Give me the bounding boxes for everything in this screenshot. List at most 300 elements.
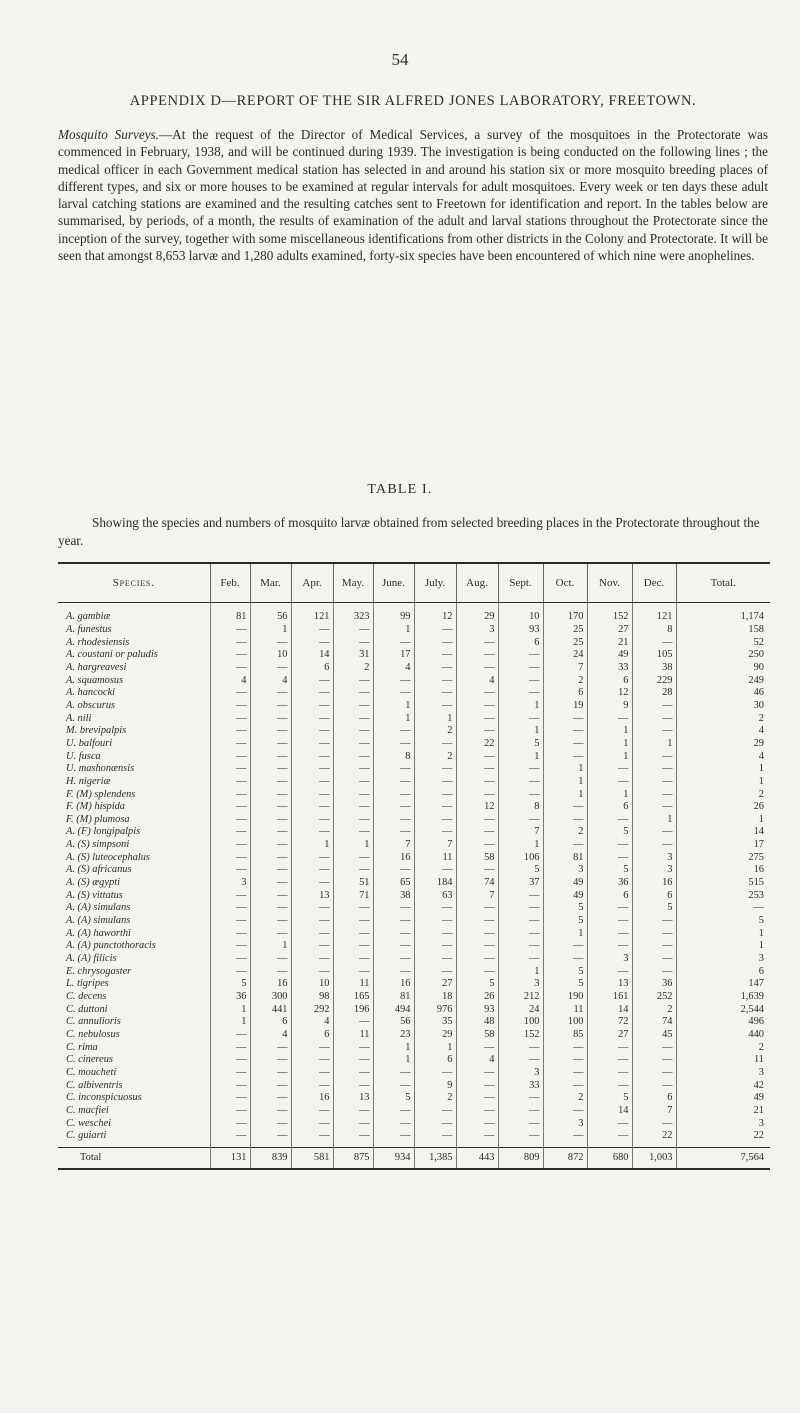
count-cell: 839 (250, 1147, 291, 1169)
count-cell: 58 (456, 851, 498, 864)
row-total: 30 (676, 700, 770, 713)
count-cell: 196 (333, 1003, 373, 1016)
species-name: A. rhodesiensis (66, 636, 130, 648)
count-cell: — (498, 1041, 543, 1054)
count-cell: — (498, 763, 543, 776)
count-cell: — (498, 1092, 543, 1105)
count-cell: — (632, 1079, 676, 1092)
table-row (58, 1029, 770, 1042)
count-cell: — (543, 1079, 587, 1092)
count-cell: 5 (498, 738, 543, 751)
count-cell: — (414, 700, 456, 713)
count-cell: 56 (250, 603, 291, 624)
count-cell: — (333, 700, 373, 713)
count-cell: 494 (373, 1003, 414, 1016)
count-cell: — (498, 687, 543, 700)
count-cell: 4 (291, 1016, 333, 1029)
count-cell: — (632, 965, 676, 978)
count-cell: — (210, 624, 250, 637)
count-cell: 165 (333, 991, 373, 1004)
count-cell: — (250, 687, 291, 700)
count-cell: 36 (587, 877, 632, 890)
count-cell: — (250, 902, 291, 915)
count-cell: — (333, 636, 373, 649)
table-row (58, 1067, 770, 1080)
count-cell: — (250, 788, 291, 801)
count-cell: — (587, 776, 632, 789)
species-name: U. mashonænsis (66, 763, 135, 775)
count-cell: — (498, 788, 543, 801)
count-cell: — (250, 1079, 291, 1092)
count-cell: 51 (333, 877, 373, 890)
species-name: C. moucheti (66, 1066, 117, 1078)
count-cell: 1 (210, 1016, 250, 1029)
count-cell: — (373, 1105, 414, 1118)
table-row (58, 763, 770, 776)
species-name: U. fusca (66, 750, 101, 762)
species-name: U. balfouri (66, 737, 113, 749)
count-cell: 2 (632, 1003, 676, 1016)
count-cell: — (587, 927, 632, 940)
count-cell: — (456, 814, 498, 827)
count-cell: — (498, 712, 543, 725)
count-cell: — (291, 750, 333, 763)
count-cell: — (291, 1117, 333, 1130)
count-cell: — (414, 687, 456, 700)
count-cell: — (632, 940, 676, 953)
row-total: 3 (676, 953, 770, 966)
count-cell: 35 (414, 1016, 456, 1029)
count-cell: — (587, 1054, 632, 1067)
count-cell: 7 (414, 839, 456, 852)
count-cell: — (456, 1117, 498, 1130)
count-cell: 8 (632, 624, 676, 637)
count-cell: 1 (250, 624, 291, 637)
count-cell: 6 (587, 801, 632, 814)
species-name: H. nigeriæ (66, 775, 111, 787)
species-name: A. (A) haworthi (66, 927, 131, 939)
count-cell: — (587, 1079, 632, 1092)
count-cell: 11 (333, 1029, 373, 1042)
count-cell: — (456, 712, 498, 725)
count-cell: 72 (587, 1016, 632, 1029)
column-header: Mar. (250, 563, 291, 603)
column-header: Feb. (210, 563, 250, 603)
count-cell: — (210, 636, 250, 649)
count-cell: — (543, 712, 587, 725)
count-cell: 1 (543, 788, 587, 801)
count-cell: 1 (543, 776, 587, 789)
species-name: E. chrysogaster (66, 965, 132, 977)
row-total: 253 (676, 889, 770, 902)
count-cell: — (250, 725, 291, 738)
count-cell: — (543, 1054, 587, 1067)
column-header: Dec. (632, 563, 676, 603)
count-cell: 49 (543, 877, 587, 890)
count-cell: — (632, 712, 676, 725)
count-cell: — (587, 712, 632, 725)
count-cell: — (373, 674, 414, 687)
count-cell: 38 (373, 889, 414, 902)
species-name: C. cinereus (66, 1054, 113, 1066)
count-cell: 3 (498, 1067, 543, 1080)
count-cell: 25 (543, 624, 587, 637)
table-row (58, 1079, 770, 1092)
count-cell: — (333, 915, 373, 928)
count-cell: 29 (414, 1029, 456, 1042)
count-cell: — (587, 851, 632, 864)
count-cell: 4 (250, 1029, 291, 1042)
row-total: 1 (676, 814, 770, 827)
count-cell: — (587, 1041, 632, 1054)
table-row (58, 687, 770, 700)
count-cell: — (291, 1130, 333, 1147)
count-cell: 131 (210, 1147, 250, 1169)
row-total: 6 (676, 965, 770, 978)
count-cell: — (333, 1130, 373, 1147)
count-cell: — (456, 763, 498, 776)
count-cell: — (543, 953, 587, 966)
species-name: A. coustani or paludis (66, 649, 158, 661)
count-cell: 16 (373, 851, 414, 864)
species-name: C. duttoni (66, 1003, 108, 1015)
count-cell: 4 (210, 674, 250, 687)
count-cell: 10 (498, 603, 543, 624)
row-total: 147 (676, 978, 770, 991)
table-row (58, 712, 770, 725)
count-cell: — (210, 801, 250, 814)
count-cell: — (291, 864, 333, 877)
column-header: July. (414, 563, 456, 603)
count-cell: — (333, 1117, 373, 1130)
count-cell: 9 (587, 700, 632, 713)
species-name: A. obscurus (66, 699, 116, 711)
count-cell: — (291, 700, 333, 713)
count-cell: — (333, 953, 373, 966)
count-cell: 12 (414, 603, 456, 624)
row-total: — (676, 902, 770, 915)
count-cell: 6 (632, 1092, 676, 1105)
column-header: Sept. (498, 563, 543, 603)
count-cell: 1 (543, 763, 587, 776)
count-cell: — (333, 1067, 373, 1080)
count-cell: 121 (632, 603, 676, 624)
count-cell: — (632, 776, 676, 789)
count-cell: 6 (632, 889, 676, 902)
count-cell: — (373, 1117, 414, 1130)
column-header: June. (373, 563, 414, 603)
count-cell: — (373, 1067, 414, 1080)
count-cell: — (587, 1067, 632, 1080)
count-cell: — (373, 801, 414, 814)
table-row (58, 902, 770, 915)
count-cell: 3 (587, 953, 632, 966)
count-cell: 2 (543, 674, 587, 687)
count-cell: — (333, 1016, 373, 1029)
count-cell: 85 (543, 1029, 587, 1042)
count-cell: — (210, 776, 250, 789)
count-cell: — (543, 801, 587, 814)
count-cell: — (333, 687, 373, 700)
count-cell: 2 (414, 750, 456, 763)
table-row (58, 826, 770, 839)
count-cell: 74 (632, 1016, 676, 1029)
row-total: 4 (676, 750, 770, 763)
count-cell: — (373, 636, 414, 649)
table-title: TABLE I. (367, 482, 433, 497)
count-cell: — (333, 826, 373, 839)
count-cell: — (632, 1054, 676, 1067)
count-cell: — (210, 1079, 250, 1092)
count-cell: 105 (632, 649, 676, 662)
count-cell: — (373, 915, 414, 928)
species-name: F. (M) plumosa (66, 813, 130, 825)
species-name: A. hancocki (66, 687, 116, 699)
count-cell: — (250, 814, 291, 827)
table-row (58, 1016, 770, 1029)
species-name: A. (A) simulans (66, 902, 131, 914)
count-cell: — (291, 877, 333, 890)
count-cell: — (210, 826, 250, 839)
count-cell: — (414, 674, 456, 687)
count-cell: — (250, 801, 291, 814)
count-cell: — (333, 801, 373, 814)
count-cell: 33 (498, 1079, 543, 1092)
count-cell: 5 (632, 902, 676, 915)
row-total: 14 (676, 826, 770, 839)
table-row (58, 776, 770, 789)
species-name: A. (S) vittatus (66, 889, 123, 901)
count-cell: 5 (587, 864, 632, 877)
count-cell: — (333, 624, 373, 637)
count-cell: 1 (498, 965, 543, 978)
row-total: 3 (676, 1117, 770, 1130)
count-cell: — (456, 927, 498, 940)
count-cell: — (250, 826, 291, 839)
count-cell: 1,003 (632, 1147, 676, 1169)
count-cell: — (587, 1130, 632, 1147)
count-cell: — (291, 687, 333, 700)
count-cell: — (414, 801, 456, 814)
count-cell: 170 (543, 603, 587, 624)
count-cell: 3 (543, 864, 587, 877)
appendix-heading: APPENDIX D—REPORT OF THE SIR ALFRED JONES LABORATORY, FREETOWN. (129, 93, 697, 109)
count-cell: 38 (632, 662, 676, 675)
row-total: 7,564 (676, 1147, 770, 1169)
count-cell: — (498, 1117, 543, 1130)
count-cell: 93 (498, 624, 543, 637)
row-total: 496 (676, 1016, 770, 1029)
count-cell: 1 (414, 712, 456, 725)
count-cell: 33 (587, 662, 632, 675)
count-cell: — (414, 1067, 456, 1080)
species-name: L. tigripes (66, 978, 109, 990)
count-cell: — (498, 902, 543, 915)
count-cell: 6 (587, 889, 632, 902)
table-body (58, 603, 770, 1169)
count-cell: — (373, 763, 414, 776)
count-cell: — (456, 776, 498, 789)
count-cell: 16 (373, 978, 414, 991)
column-header: Aug. (456, 563, 498, 603)
count-cell: — (333, 776, 373, 789)
count-cell: 5 (587, 1092, 632, 1105)
table-row (58, 788, 770, 801)
count-cell: 190 (543, 991, 587, 1004)
count-cell: — (250, 1041, 291, 1054)
count-cell: — (456, 687, 498, 700)
count-cell: 8 (373, 750, 414, 763)
count-cell: 13 (587, 978, 632, 991)
row-total: 249 (676, 674, 770, 687)
count-cell: — (456, 915, 498, 928)
count-cell: — (587, 915, 632, 928)
larvae-table (58, 562, 770, 1170)
count-cell: — (632, 788, 676, 801)
count-cell: 875 (333, 1147, 373, 1169)
count-cell: 3 (632, 864, 676, 877)
table-row (58, 1105, 770, 1118)
count-cell: — (414, 763, 456, 776)
row-total: 21 (676, 1105, 770, 1118)
count-cell: — (543, 1105, 587, 1118)
count-cell: — (498, 776, 543, 789)
count-cell: — (210, 965, 250, 978)
count-cell: 4 (456, 674, 498, 687)
count-cell: — (456, 826, 498, 839)
species-name: A. (A) simulans (66, 915, 131, 927)
count-cell: 680 (587, 1147, 632, 1169)
row-total: 3 (676, 1067, 770, 1080)
species-name: A. gambiæ (66, 611, 111, 623)
table-row (58, 738, 770, 751)
table-row (58, 965, 770, 978)
row-total: 2 (676, 1041, 770, 1054)
count-cell: 1 (291, 839, 333, 852)
count-cell: — (210, 700, 250, 713)
count-cell: — (373, 1079, 414, 1092)
count-cell: 1 (543, 927, 587, 940)
count-cell: — (291, 776, 333, 789)
count-cell: — (291, 965, 333, 978)
count-cell: 49 (543, 889, 587, 902)
count-cell: — (210, 712, 250, 725)
count-cell: 6 (250, 1016, 291, 1029)
count-cell: — (250, 864, 291, 877)
count-cell: — (250, 712, 291, 725)
row-total: 2,544 (676, 1003, 770, 1016)
count-cell: 229 (632, 674, 676, 687)
count-cell: — (373, 826, 414, 839)
count-cell: — (632, 801, 676, 814)
count-cell: 7 (543, 662, 587, 675)
count-cell: — (414, 814, 456, 827)
count-cell: 2 (333, 662, 373, 675)
count-cell: — (587, 965, 632, 978)
count-cell: — (498, 927, 543, 940)
count-cell: 71 (333, 889, 373, 902)
row-total: 1,174 (676, 603, 770, 624)
count-cell: — (414, 902, 456, 915)
count-cell: 6 (543, 687, 587, 700)
count-cell: — (291, 725, 333, 738)
count-cell: — (250, 839, 291, 852)
count-cell: — (456, 788, 498, 801)
count-cell: — (632, 763, 676, 776)
count-cell: — (210, 1105, 250, 1118)
row-total: 52 (676, 636, 770, 649)
species-name: C. albiventris (66, 1079, 123, 1091)
count-cell: — (632, 826, 676, 839)
count-cell: 25 (543, 636, 587, 649)
count-cell: — (498, 953, 543, 966)
row-total: 250 (676, 649, 770, 662)
count-cell: — (456, 839, 498, 852)
table-row (58, 750, 770, 763)
count-cell: — (373, 864, 414, 877)
count-cell: 81 (543, 851, 587, 864)
count-cell: — (210, 902, 250, 915)
count-cell: 441 (250, 1003, 291, 1016)
count-cell: — (632, 1041, 676, 1054)
species-name: A. (F) longipalpis (66, 826, 141, 838)
count-cell: 14 (291, 649, 333, 662)
count-cell: 81 (210, 603, 250, 624)
count-cell: — (291, 788, 333, 801)
count-cell: — (333, 1041, 373, 1054)
count-cell: 16 (250, 978, 291, 991)
count-cell: — (587, 902, 632, 915)
count-cell: 13 (333, 1092, 373, 1105)
count-cell: 1 (414, 1041, 456, 1054)
count-cell: — (291, 624, 333, 637)
count-cell: — (543, 738, 587, 751)
count-cell: — (632, 636, 676, 649)
count-cell: — (250, 636, 291, 649)
count-cell: — (414, 636, 456, 649)
count-cell: — (456, 1067, 498, 1080)
column-header: Nov. (587, 563, 632, 603)
count-cell: 16 (291, 1092, 333, 1105)
count-cell: — (210, 889, 250, 902)
count-cell: 24 (543, 649, 587, 662)
count-cell: 5 (373, 1092, 414, 1105)
count-cell: 24 (498, 1003, 543, 1016)
count-cell: — (498, 1105, 543, 1118)
count-cell: — (210, 864, 250, 877)
count-cell: 3 (498, 978, 543, 991)
count-cell: 28 (632, 687, 676, 700)
count-cell: 1,385 (414, 1147, 456, 1169)
count-cell: 2 (543, 826, 587, 839)
count-cell: 27 (587, 1029, 632, 1042)
count-cell: — (414, 1105, 456, 1118)
species-name: C. annulioris (66, 1016, 121, 1028)
table-row (58, 1054, 770, 1067)
count-cell: 13 (291, 889, 333, 902)
count-cell: 1 (333, 839, 373, 852)
species-name: A. (S) africanus (66, 864, 132, 876)
count-cell: 7 (498, 826, 543, 839)
count-cell: — (498, 662, 543, 675)
count-cell: — (414, 953, 456, 966)
table-row (58, 1130, 770, 1147)
count-cell: 45 (632, 1029, 676, 1042)
count-cell: 74 (456, 877, 498, 890)
count-cell: 4 (250, 674, 291, 687)
count-cell: 8 (498, 801, 543, 814)
row-total: 515 (676, 877, 770, 890)
